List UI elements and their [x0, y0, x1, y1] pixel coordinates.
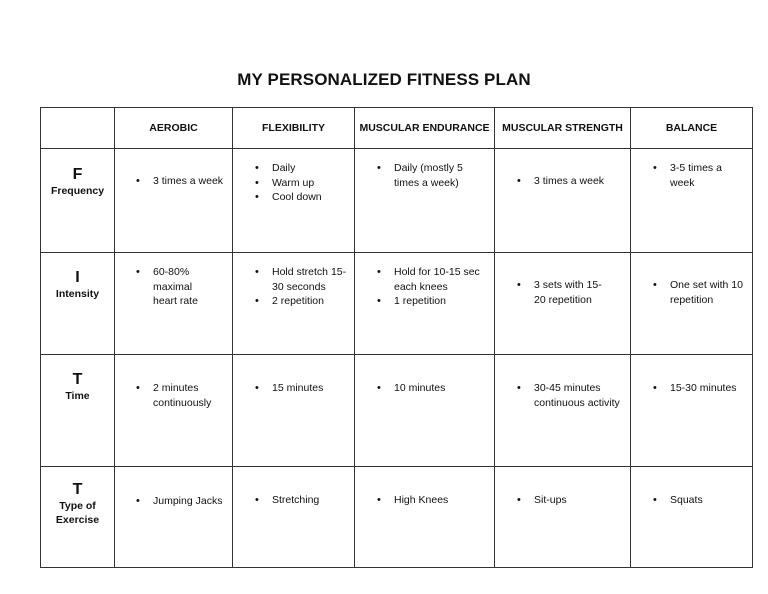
cell-intensity-balance: [631, 253, 753, 355]
header-flexibility: FLEXIBILITY: [233, 108, 355, 149]
row-header-type-of-exercise: [41, 467, 115, 568]
table-row-time: [41, 355, 753, 467]
header-muscular-strength: MUSCULAR STRENGTH: [495, 108, 631, 149]
cell-frequency-flexibility: [233, 149, 355, 253]
list-item: • Warm up: [255, 176, 354, 191]
header-muscular-endurance: MUSCULAR ENDURANCE: [355, 108, 495, 149]
cell-frequency-balance: [631, 149, 753, 253]
list-item: • 10 minutes: [377, 381, 494, 396]
table-row-type-of-exercise: [41, 467, 753, 568]
row-letter: I: [75, 269, 80, 286]
row-label: Time: [65, 390, 90, 402]
page-title: MY PERSONALIZED FITNESS PLAN: [237, 70, 531, 89]
cell-intensity-flexibility: [233, 253, 355, 355]
list-item: • Daily: [255, 161, 354, 176]
cell-intensity-muscular-endurance: [355, 253, 495, 355]
cell-type-aerobic: [115, 467, 233, 568]
list-item: • Hold stretch 15-30 seconds: [255, 265, 350, 294]
row-label: Type of Exercise: [55, 500, 100, 526]
cell-type-flexibility: [233, 467, 355, 568]
list-item: • 2 repetition: [255, 294, 350, 309]
row-label: Intensity: [55, 288, 100, 300]
cell-frequency-muscular-endurance: [355, 149, 495, 253]
list-item: • 3-5 times a week: [653, 161, 722, 190]
list-item: • Cool down: [255, 190, 354, 205]
row-label: Frequency: [50, 185, 105, 197]
cell-type-balance: [631, 467, 753, 568]
row-header-frequency: [41, 149, 115, 253]
header-balance: BALANCE: [631, 108, 753, 149]
list-item: • One set with 10 repetition: [653, 278, 744, 307]
cell-type-muscular-endurance: [355, 467, 495, 568]
list-item: • Hold for 10-15 sec each knees: [377, 265, 486, 294]
cell-intensity-muscular-strength: [495, 253, 631, 355]
list-item: • Jumping Jacks: [136, 494, 232, 509]
cell-intensity-aerobic: [115, 253, 233, 355]
cell-time-balance: [631, 355, 753, 467]
cell-time-flexibility: [233, 355, 355, 467]
cell-time-aerobic: [115, 355, 233, 467]
row-header-time: [41, 355, 115, 467]
cell-type-muscular-strength: [495, 467, 631, 568]
list-item: • Sit-ups: [517, 493, 630, 508]
list-item: • 3 sets with 15-20 repetition: [517, 278, 608, 307]
cell-time-muscular-endurance: [355, 355, 495, 467]
list-item: • 3 times a week: [517, 174, 630, 189]
list-item: • 15 minutes: [255, 381, 354, 396]
table-row-intensity: [41, 253, 753, 355]
list-item: • High Knees: [377, 493, 494, 508]
list-item: • 30-45 minutes continuous activity: [517, 381, 628, 410]
list-item: • 2 minutes continuously: [136, 381, 222, 410]
header-aerobic: AEROBIC: [115, 108, 233, 149]
row-letter: T: [72, 481, 83, 498]
table-row-frequency: [41, 149, 753, 253]
list-item: • 60-80% maximal heart rate: [136, 265, 216, 309]
row-letter: F: [72, 166, 83, 183]
header-corner: [41, 108, 115, 149]
list-item: • 3 times a week: [136, 174, 232, 189]
cell-frequency-aerobic: [115, 149, 233, 253]
cell-frequency-muscular-strength: [495, 149, 631, 253]
cell-time-muscular-strength: [495, 355, 631, 467]
list-item: • Daily (mostly 5 times a week): [377, 161, 478, 190]
list-item: • Squats: [653, 493, 752, 508]
list-item: • Stretching: [255, 493, 354, 508]
row-header-intensity: [41, 253, 115, 355]
list-item: • 15-30 minutes: [653, 381, 752, 396]
list-item: • 1 repetition: [377, 294, 486, 309]
row-letter: T: [72, 371, 83, 388]
fitness-plan-table: [40, 107, 753, 568]
header-row: [41, 108, 753, 149]
